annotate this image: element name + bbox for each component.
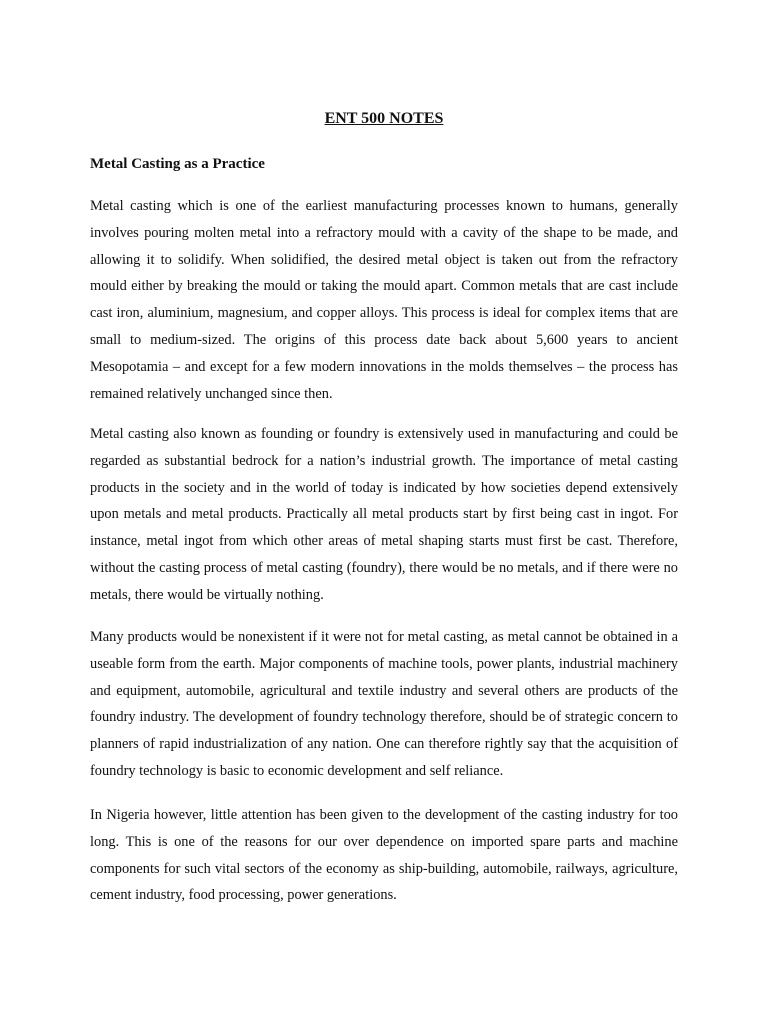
paragraph-4: In Nigeria however, little attention has been given to the development of the casting industry for too long. This is one of the reasons for our over dependence on imported spare parts and machine components for such vital sectors of the economy as ship-building, automobile, railways, agriculture, cement industry, food processing, power generations. [90, 807, 678, 904]
paragraph-3: Many products would be nonexistent if it were not for metal casting, as metal cannot be obtained in a useable form from the earth. Major components of machine tools, power plants, industrial machinery and equipment, automobile, agricultural and textile industry and several others are products of the foundry industry. The development of foundry technology therefore, should be of strategic concern to planners of rapid industrialization of any nation. One can therefore rightly say that the acquisition of foundry technology is basic to economic development and self reliance. [90, 629, 678, 779]
paragraph-1: Metal casting which is one of the earliest manufacturing processes known to humans, generally involves pouring molten metal into a refractory mould with a cavity of the shape to be made, and allowing it to solidify. When solidified, the desired metal object is taken out from the refractory mould either by breaking the mould or taking the mould apart. Common metals that are cast include cast iron, aluminium, magnesium, and copper alloys. This process is ideal for complex items that are small to medium-sized. The origins of this process date back about 5,600 years to ancient Mesopotamia – and except for a few modern innovations in the molds themselves – the process has remained relatively unchanged since then. [90, 198, 678, 402]
paragraph-2: Metal casting also known as founding or foundry is extensively used in manufacturing and could be regarded as substantial bedrock for a nation’s industrial growth. The importance of metal casting products in the society and in the world of today is indicated by how societies depend extensively upon metals and metal products. Practically all metal products start by first being cast in ingot. For instance, metal ingot from which other areas of metal shaping starts must first be cast. Therefore, without the casting process of metal casting (foundry), there would be no metals, and if there were no metals, there would be virtually nothing. [90, 426, 678, 603]
document-title: ENT 500 NOTES [324, 110, 444, 127]
section-heading: Metal Casting as a Practice [90, 156, 265, 172]
